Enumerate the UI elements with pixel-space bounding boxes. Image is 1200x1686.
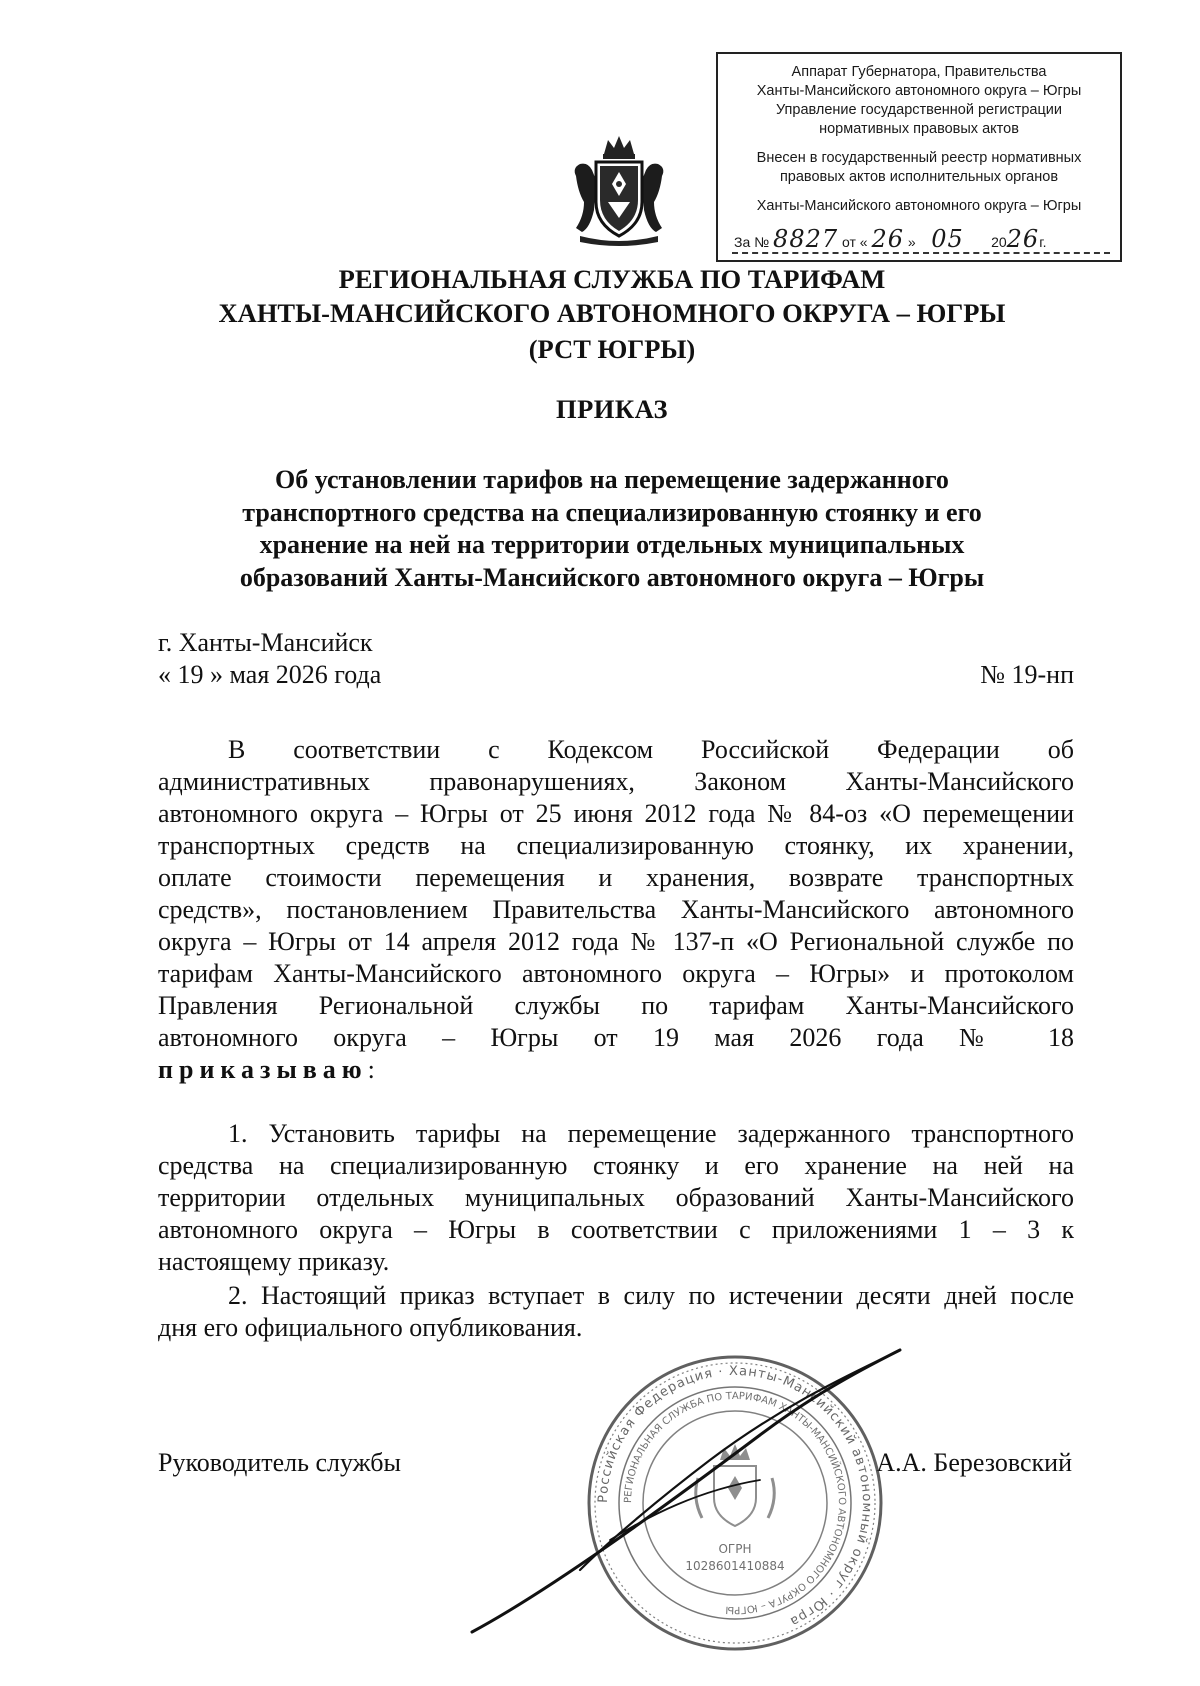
stamp-from-label: от « bbox=[842, 234, 868, 250]
document-type-title: ПРИКАЗ bbox=[555, 394, 669, 424]
item2-line: 2. Настоящий приказ вступает в силу по истечении десяти дней после bbox=[228, 1281, 1074, 1310]
stamp-registration-number-row bbox=[734, 225, 1110, 253]
registration-stamp bbox=[716, 52, 1122, 262]
stamp-line: нормативных правовых актов bbox=[819, 121, 1019, 137]
issue-place: г. Ханты-Мансийск bbox=[158, 628, 373, 657]
stamp-month-handwritten: 05 bbox=[931, 225, 964, 253]
organization-abbreviation: (РСТ ЮГРЫ) bbox=[528, 334, 696, 364]
stamp-year-handwritten: 26 bbox=[1006, 225, 1040, 253]
seal-outer-text: Российская Федерация · Ханты-Мансийский автономный округ · Югра bbox=[595, 1363, 875, 1630]
signer-name: А.А. Березовский bbox=[876, 1448, 1072, 1477]
stamp-number-prefix: За № bbox=[734, 234, 770, 250]
stamp-year-prefix: 20 bbox=[991, 234, 1007, 250]
item1-line: автономного округа – Югры в соответствии с приложениями 1 – 3 к bbox=[158, 1215, 1074, 1244]
preamble-line: автономного округа – Югры от 25 июня 2012 года № 84-оз «О перемещении bbox=[158, 799, 1074, 828]
item1-line: территории отдельных муниципальных образований Ханты-Мансийского bbox=[158, 1183, 1074, 1212]
stamp-line: Ханты-Мансийского автономного округа – Югры bbox=[756, 83, 1082, 99]
preamble-line: округа – Югры от 14 апреля 2012 года № 137-п «О Региональной службе по bbox=[158, 927, 1074, 956]
stamp-line: Управление государственной регистрации bbox=[775, 102, 1063, 118]
stamp-line: Внесен в государственный реестр нормативных bbox=[756, 150, 1082, 166]
item1-line: средства на специализированную стоянку и его хранение на ней на bbox=[158, 1151, 1074, 1180]
order-word: приказываю bbox=[158, 1055, 368, 1084]
preamble-line: средств», постановлением Правительства Ханты-Мансийского автономного bbox=[158, 895, 1074, 924]
seal-ogrn-value: 1028601410884 bbox=[685, 1559, 785, 1573]
document-subject bbox=[12, 464, 1200, 594]
preamble-line: административных правонарушениях, Законом Ханты-Мансийского bbox=[158, 767, 1074, 796]
stamp-line: Аппарат Губернатора, Правительства bbox=[791, 64, 1047, 80]
handwritten-signature bbox=[460, 1340, 920, 1640]
seal-ogrn-label: ОГРН bbox=[718, 1542, 752, 1556]
seal-middle-text: РЕГИОНАЛЬНАЯ СЛУЖБА ПО ТАРИФАМ ХАНТЫ-МАНСИЙСКОГО АВТОНОМНОГО ОКРУГА – ЮГРЫ bbox=[622, 1390, 848, 1616]
order-directive bbox=[158, 1054, 1074, 1086]
item2-line: дня его официального опубликования. bbox=[158, 1313, 583, 1342]
stamp-day-handwritten: 26 bbox=[871, 225, 905, 253]
order-colon: : bbox=[367, 1055, 375, 1084]
issue-date: « 19 » мая 2026 года bbox=[158, 660, 382, 689]
stamp-dashed-border bbox=[732, 252, 1110, 254]
subject-line: образований Ханты-Мансийского автономного округа – Югры bbox=[239, 562, 985, 592]
preamble-line: Правления Региональной службы по тарифам Ханты-Мансийского bbox=[158, 991, 1074, 1020]
preamble-line: транспортных средств на специализированную стоянку, их хранении, bbox=[158, 831, 1074, 860]
preamble-line: В соответствии с Кодексом Российской Федерации об bbox=[228, 735, 1074, 764]
item1-line: настоящему приказу. bbox=[158, 1247, 390, 1276]
subject-line: транспортного средства на специализированную стоянку и его bbox=[242, 497, 982, 527]
stamp-day-close: » bbox=[907, 234, 916, 250]
document-number: № 19-нп bbox=[980, 660, 1074, 689]
signer-role: Руководитель службы bbox=[158, 1448, 401, 1477]
preamble-line: оплате стоимости перемещения и хранения, возврате транспортных bbox=[158, 863, 1074, 892]
preamble-line: тарифам Ханты-Мансийского автономного округа – Югры» и протоколом bbox=[158, 959, 1074, 988]
stamp-line: Ханты-Мансийского автономного округа – Югры bbox=[756, 198, 1082, 214]
stamp-line: правовых актов исполнительных органов bbox=[779, 169, 1059, 185]
preamble-line: автономного округа – Югры от 19 мая 2026 года № 18 bbox=[158, 1023, 1074, 1052]
subject-line: Об установлении тарифов на перемещение задержанного bbox=[275, 465, 949, 494]
organization-name-line2: ХАНТЫ-МАНСИЙСКОГО АВТОНОМНОГО ОКРУГА – ЮГРЫ bbox=[218, 298, 1006, 328]
stamp-number-handwritten: 8827 bbox=[773, 225, 839, 253]
stamp-year-suffix: г. bbox=[1039, 234, 1047, 250]
subject-line: хранение на ней на территории отдельных муниципальных bbox=[259, 530, 965, 559]
coat-of-arms-emblem bbox=[570, 132, 668, 246]
organization-name-line1: РЕГИОНАЛЬНАЯ СЛУЖБА ПО ТАРИФАМ bbox=[338, 264, 886, 294]
item1-line: 1. Установить тарифы на перемещение задержанного транспортного bbox=[228, 1119, 1074, 1148]
